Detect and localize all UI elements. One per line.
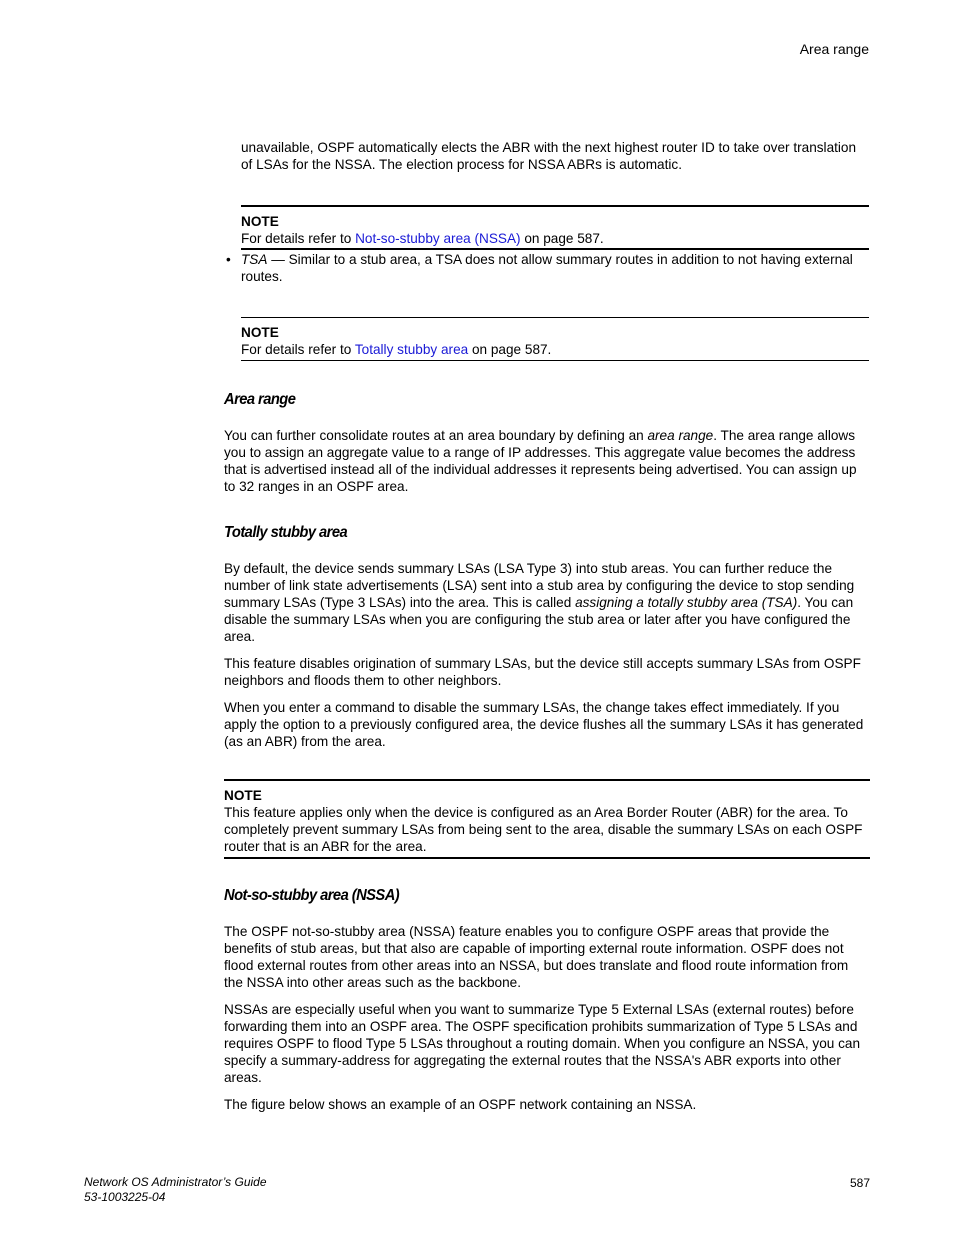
totally-stubby-paragraph-1 [224, 560, 870, 645]
doc-title: Network OS Administrator’s Guide [84, 1175, 267, 1189]
running-header: Area range [799, 41, 869, 57]
note-text-prefix: For details refer to [241, 231, 356, 246]
note-label: NOTE [224, 788, 262, 803]
emphasis-text: area range [647, 428, 714, 443]
totally-stubby-body [224, 560, 870, 750]
page-number: 587 [849, 1176, 870, 1190]
bullet-text: — Similar to a stub area, a TSA does not allow summary routes in addition to not having external routes. [241, 252, 853, 284]
nssa-body [224, 923, 870, 1113]
note-text: This feature applies only when the device is configured as an Area Border Router (ABR) for the area. To completely prevent summary LSAs from being sent to the area, disable the summary LSAs on each OSPF router that is an ABR for the area. [224, 805, 863, 854]
note-box [241, 317, 869, 361]
nssa-paragraph-1: The OSPF not-so-stubby area (NSSA) feature enables you to configure OSPF areas that provide the benefits of stub areas, but that also are capable of importing external route information. OSPF does not flood external routes from other areas into an NSSA, but does translate and flood route information from the NSSA into other areas such as the backbone. [224, 924, 849, 990]
note-label: NOTE [241, 214, 279, 229]
text-run: By default, the device sends summary LSAs (LSA Type 3) into stub areas. You can further reduce the number of link state advertisements (LSA) sent into a stub area by configuring the device to stop sending summary LSAs (Type 3 LSAs) into the area. This is called [224, 561, 855, 610]
totally-stubby-paragraph-2: This feature disables origination of summary LSAs, but the device still accepts summary LSAs from OSPF neighbors and floods them to other neighbors. [224, 656, 861, 688]
footer-left [84, 1175, 267, 1205]
doc-number: 53-1003225-04 [84, 1190, 166, 1204]
section-heading-nssa: Not-so-stubby area (NSSA) [224, 887, 400, 904]
intro-paragraph: unavailable, OSPF automatically elects the ABR with the next highest router ID to take over translation of LSAs for the NSSA. The election process for NSSA ABRs is automatic. [241, 140, 857, 172]
section-heading-area-range: Area range [224, 391, 296, 408]
nssa-link[interactable]: Not-so-stubby area (NSSA) [355, 231, 521, 246]
note-label: NOTE [241, 325, 279, 340]
note-text [241, 341, 869, 360]
note-box [224, 779, 870, 859]
bullet-icon: • [226, 252, 231, 267]
note-text-suffix: on page 587. [520, 231, 604, 246]
nssa-paragraph-2: NSSAs are especially useful when you want to summarize Type 5 External LSAs (external routes) before forwarding them into an OSPF area. The OSPF specification prohibits summarization of Type 5 LSAs and requires OSPF to flood Type 5 LSAs throughout a routing domain. When you configure an NSSA, you can specify a summary-address for aggregating the external routes that the NSSA's ABR exports into other areas. [224, 1002, 861, 1085]
totally-stubby-paragraph-3: When you enter a command to disable the summary LSAs, the change takes effect immediately. If you apply the option to a previously configured area, the device flushes all the summary LSAs it has generated (as an ABR) from the area. [224, 700, 864, 749]
note-text-prefix: For details refer to [241, 342, 355, 357]
area-range-paragraph [224, 427, 870, 495]
totally-stubby-link[interactable]: Totally stubby area [354, 342, 469, 357]
note-text-suffix: on page 587. [468, 342, 552, 357]
text-run: . You can disable the summary LSAs when you are configuring the stub area or later after you have configured the area. [224, 595, 854, 644]
text-run: . The area range allows you to assign an aggregate value to a range of IP addresses. This aggregate value becomes the address that is advertised instead all of the individual addresses it represents being advertised. You can assign up to 32 ranges in an OSPF area. [224, 428, 857, 494]
section-heading-totally-stubby: Totally stubby area [224, 524, 348, 541]
nssa-paragraph-3: The figure below shows an example of an OSPF network containing an NSSA. [224, 1097, 697, 1112]
note-box [241, 205, 869, 250]
text-run: You can further consolidate routes at an area boundary by defining an [224, 428, 648, 443]
note-text [241, 230, 869, 249]
bullet-item-tsa [226, 251, 869, 285]
bullet-term: TSA [241, 252, 268, 267]
emphasis-text: assigning a totally stubby area (TSA) [575, 595, 798, 610]
